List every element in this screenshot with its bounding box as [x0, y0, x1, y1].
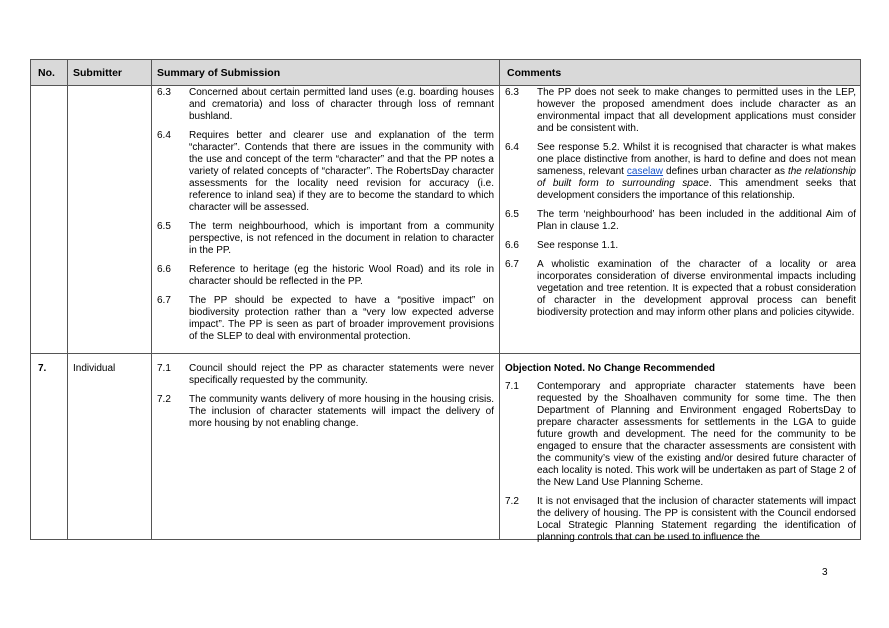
list-item: 6.4 See response 5.2. Whilst it is recognised that character is what makes one place distinctive from another, is hard to define and does not mean sameness, relevant caselaw defines urban character as the relationship of built form to surrounding space. This amendment seeks that development considers the importance of this relationship.: [505, 142, 856, 201]
summary-cell-row7: [157, 363, 494, 437]
list-item: 7.1 Contemporary and appropriate character statements have been requested by the Shoalhaven community for some time. The then Department of Planning and Environment engaged RobertsDay to prepare character assessments for settlements in the LGA to guide future growth and development. The need for the community to be engaged to ensure that the character assessments are consistent with the community’s view of the existing and/or desired future character of each locality is noted. This work will be undertaken as part of Stage 2 of the New Land Use Planning Scheme.: [505, 381, 856, 488]
header-submitter: Submitter: [73, 67, 123, 79]
list-item: 7.2 The community wants delivery of more housing in the housing crisis. The inclusion of character statements will impact the delivery of more housing by not enabling change.: [157, 394, 494, 429]
table-header-row: [31, 60, 860, 86]
header-no: No.: [38, 67, 55, 79]
row-divider: [31, 353, 860, 354]
list-item: 6.6 Reference to heritage (eg the historic Wool Road) and its role in character should be reflected in the PP.: [157, 264, 494, 287]
submissions-table: [30, 59, 861, 543]
list-item: 6.7 The PP should be expected to have a “positive impact” on biodiversity protection rather than a “very low expected adverse impact”. The PP is seen as part of broader improvement provisions of the SLEP to deal with environmental protection.: [157, 295, 494, 342]
submitter-name: Individual: [73, 363, 116, 374]
comments-cell-row7: [505, 363, 856, 551]
caselaw-link[interactable]: caselaw: [626, 166, 664, 177]
list-item: 6.6 See response 1.1.: [505, 240, 619, 251]
list-item: 6.3 The PP does not seek to make changes to permitted uses in the LEP, however the proposed amendment does include character as an environmental impact that all development applications must consider and be consistent with.: [505, 87, 856, 134]
header-comments: Comments: [507, 67, 562, 79]
list-item: 6.4 Requires better and clearer use and explanation of the term “character”. Contends that there are issues in the community with the use and concept of the term “character” and that the PP notes a variety of related concepts of “character”. The RobertsDay character assessments for the locality need revision for accuracy (i.e. reference to inland sea) if they are to become the standard to which character will be assessed.: [157, 130, 494, 213]
list-item: 6.5 The term ‘neighbourhood’ has been included in the additional Aim of Plan in clause 1.2.: [505, 209, 856, 232]
page-number: 3: [822, 567, 828, 578]
column-divider: [67, 60, 68, 539]
summary-cell-prev: [157, 87, 494, 350]
list-item: 7.1 Council should reject the PP as character statements were never specifically requested by the community.: [157, 363, 494, 386]
list-item: 7.2 It is not envisaged that the inclusion of character statements will impact the delivery of housing. The PP is consistent with the Council endorsed Local Strategic Planning Statement regarding the identification of planning controls that can be used to influence the: [505, 496, 856, 543]
list-item: 6.5 The term neighbourhood, which is important from a community perspective, is not refenced in the document in relation to character in the PP.: [157, 221, 494, 256]
column-divider: [151, 60, 152, 539]
row-number: 7.: [38, 363, 47, 374]
comment-heading: Objection Noted. No Change Recommended: [505, 363, 716, 374]
comments-cell-prev: [505, 87, 856, 326]
header-summary: Summary of Submission: [157, 67, 281, 79]
list-item: 6.3 Concerned about certain permitted land uses (e.g. boarding houses and crematoria) and loss of character through loss of remnant bushland.: [157, 87, 494, 122]
column-divider: [499, 60, 500, 539]
list-item: 6.7 A wholistic examination of the character of a locality or area incorporates consideration of diverse environmental impacts including vegetation and tree retention. It is expected that a robust consideration of character in the development approval process can benefit biodiversity protection and may inform other plans and policies citywide.: [505, 259, 856, 318]
